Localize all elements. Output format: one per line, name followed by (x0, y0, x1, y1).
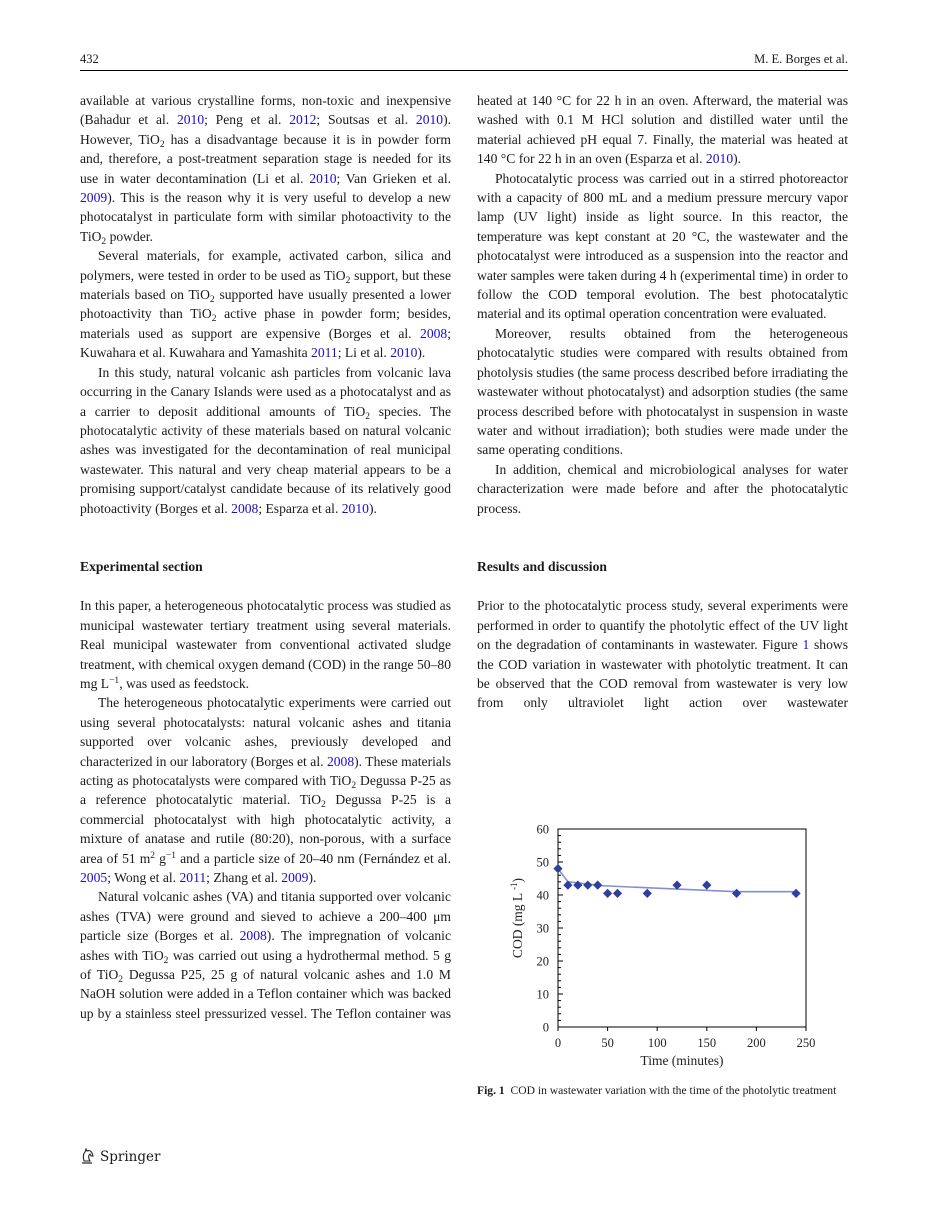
running-header (80, 50, 848, 72)
data-point-diamond (791, 889, 800, 898)
data-point-diamond (732, 889, 741, 898)
y-tick-label: 20 (536, 954, 549, 969)
figure-label: Fig. 1 (477, 1084, 505, 1097)
figure-caption-text: COD in wastewater variation with the time of the photolytic treatment (510, 1084, 837, 1097)
paragraph: Natural volcanic ashes (VA) and titania supported over volcanic ashes (TVA) were ground and sieved to achieve a 200–400 μm particle size (Borges et al. 2008). The impregnation of volcanic ashes with TiO$_2$ was carried out using a hydrothermal method. 5 g of TiO$_2$ Degussa P25, 25 g of natural volcanic ashes and 1.0 M NaOH solution were added in a Teflon container which was backed up by a stainless steel pressurized vessel. The Teflon container was (80, 889, 451, 1021)
data-point-diamond (613, 889, 622, 898)
paragraph: Prior to the photocatalytic process study, several experiments were performed in order to quantify the photolytic effect of the UV light on the degradation of contaminants in wastewater. Figure 1 shows the COD variation in wastewater with photolytic treatment. It can be observed that the COD removal from wastewater is very low from only ultraviolet light action over wastewater (477, 598, 849, 711)
paragraph: In addition, chemical and microbiological analyses for water characterization were made before and after the photocatalytic process. (477, 461, 848, 516)
springer-horse-icon (80, 1146, 96, 1168)
paragraph: available at various crystalline forms, non-toxic and inexpensive (Bahadur et al. 2010; Peng et al. 2012; Soutsas et al. 2010). However, TiO$_2$ has a disadvantage because it is in powder form and, therefore, a post-treatment separation stage is needed for its use in water decontamination (Li et al. 2010; Van Grieken et al. 2009). This is the reason why it is very useful to develop a new photocatalyst in particulate form with similar photoactivity to the TiO$_2$ powder. (80, 93, 452, 247)
citation-link[interactable]: 2011 (179, 870, 207, 886)
citation-link[interactable]: 2010 (309, 170, 337, 186)
citation-link[interactable]: 2008 (326, 753, 355, 769)
plot-frame (558, 829, 806, 1027)
citation-link[interactable]: 2010 (705, 151, 734, 167)
citation-link[interactable]: 2010 (415, 112, 444, 128)
paragraph: Photocatalytic process was carried out in a stirred photoreactor with a capacity of 800 mL and a medium pressure mercury vapor lamp (UV light) inside as light source. In this reactor, the temperature was kept constant at 20 °C, the wastewater and the photocatalyst were introduced as a suspension into the reactor and water samples were taken during 4 h (experimental time) in order to follow the COD temporal evolution. The best photocatalytic material and its optimal operation concentration were evaluated. (477, 170, 848, 322)
data-point-diamond (603, 889, 612, 898)
header-rule (80, 70, 848, 71)
section-heading-results: Results and discussion (477, 558, 607, 574)
data-point-diamond (702, 881, 711, 890)
citation-link[interactable]: 2012 (289, 112, 317, 128)
paragraph: Several materials, for example, activated carbon, silica and polymers, were tested in order to be used as TiO$_2$ support, but these materials based on TiO$_2$ supported have usually presented a lower photoactivity than TiO$_2$ active phase in powder form; besides, materials used as support are expensive (Borges et al. 2008; Kuwahara et al. Kuwahara and Yamashita 2011; Li et al. 2010). (80, 248, 451, 361)
data-point-diamond (643, 889, 652, 898)
citation-link[interactable]: 2009 (80, 190, 108, 206)
y-axis-label: COD (mg L $^{-1}$) (509, 877, 525, 959)
citation-link[interactable]: 2010 (176, 112, 205, 128)
citation-link[interactable]: 2008 (231, 500, 259, 516)
figure-caption (477, 1083, 848, 1099)
paragraph: heated at 140 °C for 22 h in an oven. Afterward, the material was washed with 0.1 M HCl solution and distilled water until the material achieved pH equal 7. Finally, the material was heated at 140 °C for 22 h in an oven (Esparza et al. 2010). (477, 93, 848, 167)
citation-link[interactable]: 2010 (390, 345, 418, 361)
data-point-diamond (583, 881, 592, 890)
left-column (80, 91, 451, 1023)
y-tick-label: 50 (536, 855, 549, 870)
y-tick-label: 10 (536, 987, 549, 1002)
y-tick-label: 0 (542, 1020, 549, 1035)
running-authors: M. E. Borges et al. (754, 52, 848, 66)
paragraph: In this paper, a heterogeneous photocatalytic process was studied as municipal wastewater tertiary treatment using several materials. Real municipal wastewater from conventional activated sludge treatment, with chemical oxygen demand (COD) in the range 50–80 mg $L^{-1}$, was used as feedstock. (80, 598, 451, 691)
page-number: 432 (80, 52, 99, 66)
cod-scatter-plot (490, 818, 830, 1078)
y-tick-label: 60 (536, 822, 549, 837)
citation-link[interactable]: 2005 (80, 870, 108, 886)
x-tick-label: 0 (554, 1036, 562, 1050)
y-tick-label: 40 (536, 888, 549, 903)
x-tick-label: 250 (796, 1036, 816, 1050)
y-tick-label: 30 (536, 921, 549, 936)
citation-link[interactable]: 2009 (281, 870, 309, 886)
x-tick-label: 200 (747, 1036, 766, 1050)
publisher-name: Springer (100, 1149, 161, 1165)
citation-link[interactable]: 2008 (420, 325, 448, 341)
x-tick-label: 150 (697, 1036, 717, 1050)
figure-link[interactable]: 1 (802, 637, 810, 653)
section-heading-experimental: Experimental section (80, 558, 203, 574)
right-column (477, 91, 848, 713)
x-tick-label: 100 (647, 1036, 667, 1050)
paragraph: In this study, natural volcanic ash particles from volcanic lava occurring in the Canary Islands were used as a photocatalyst and as a carrier to deposit additional amounts of TiO$_2$ species. The photocatalytic activity of these materials based on natural volcanic ashes was investigated for the decontamination of real municipal wastewater. This natural and very cheap material appears to be a promising support/catalyst candidate because of its relatively good photoactivity (Borges et al. 2008; Esparza et al. 2010). (80, 364, 452, 516)
citation-link[interactable]: 2011 (311, 345, 338, 361)
citation-link[interactable]: 2008 (239, 928, 267, 944)
data-point-diamond (593, 881, 602, 890)
x-axis-label: Time (minutes) (640, 1053, 724, 1068)
figure-1-chart (490, 818, 830, 1078)
x-tick-label: 50 (601, 1036, 614, 1050)
paragraph: Moreover, results obtained from the heterogeneous photocatalytic studies were compared with results obtained from photolysis studies (the same process described before irradiating the wastewater without photocatalyst) and adsorption studies (the same process described before with photocatalyst in suspension in waste water and without irradiation); both studies were made under the same operating conditions. (477, 325, 848, 458)
paragraph: The heterogeneous photocatalytic experiments were carried out using several photocatalysts: natural volcanic ashes and titania supported over volcanic ashes, previously developed and characterized in our laboratory (Borges et al. 2008). These materials acting as photocatalysts were compared with TiO$_2$ Degussa P-25 as a reference photocatalytic material. TiO$_2$ Degussa P-25 is a commercial photocatalyst with high photocatalytic activity, a mixture of anatase and rutile (80:20), non-porous, with a surface area of 51 $m^2$ $g^{-1}$ and a particle size of 20–40 nm (Fernández et al. 2005; Wong et al. 2011; Zhang et al. 2009). (80, 695, 451, 886)
publisher-footer (80, 1146, 160, 1168)
citation-link[interactable]: 2010 (341, 500, 369, 516)
